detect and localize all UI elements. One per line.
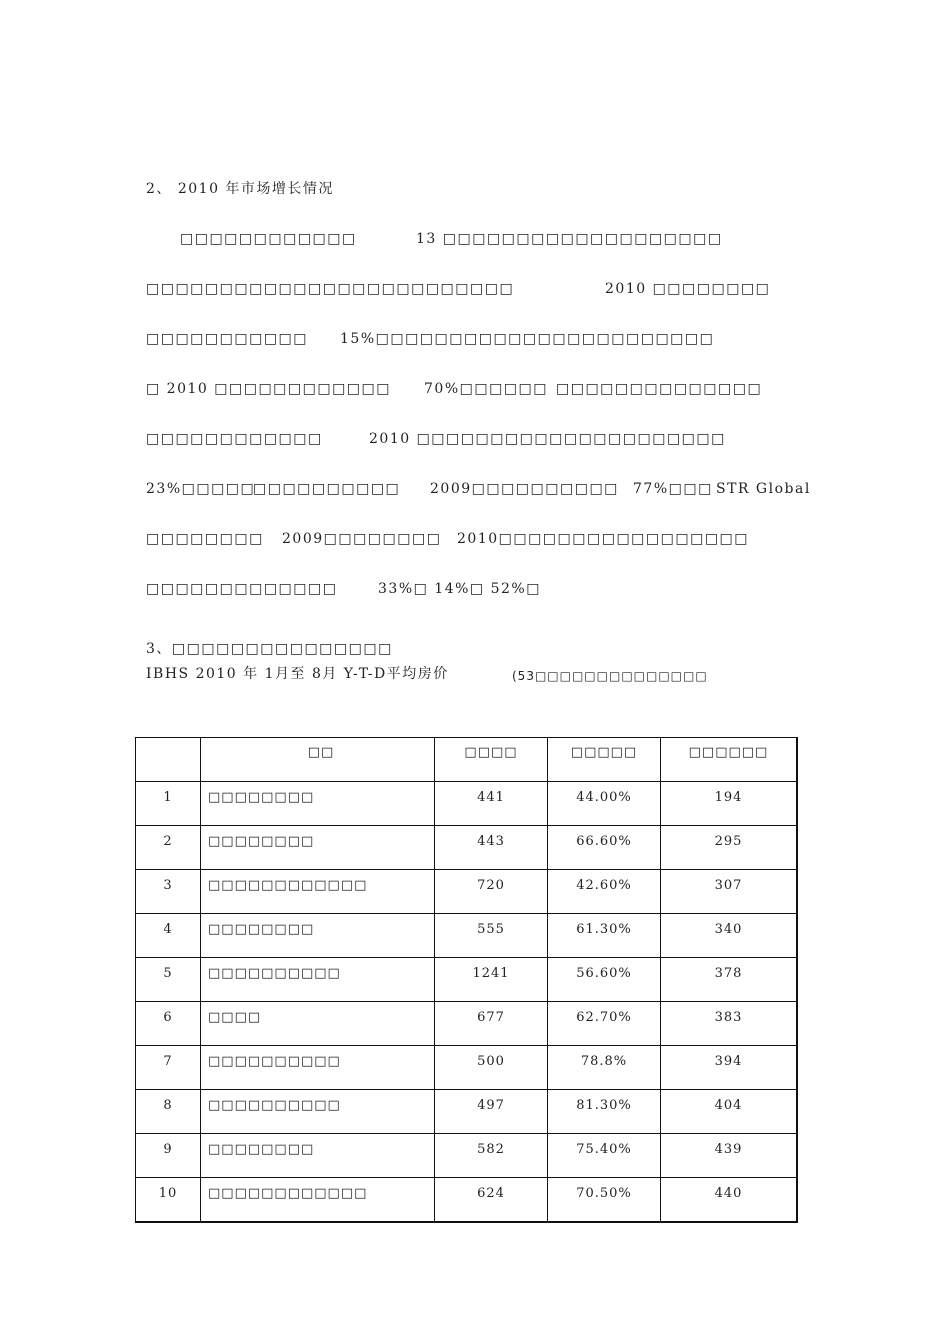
row-col-3: 582: [435, 1134, 548, 1178]
row-col-5: 404: [661, 1090, 798, 1134]
row-name: □□□□: [201, 1002, 435, 1046]
hotel-ranking-table: [135, 737, 798, 1223]
paragraph-line-5-part-2: 2010 □□□□□□□□□□□□□□□□□□□□□: [369, 431, 726, 447]
paragraph-line-6-part-5: STR Global: [716, 481, 811, 497]
row-col-3: 624: [435, 1178, 548, 1223]
row-col-4: 42.60%: [548, 870, 661, 914]
table-header-col-3: □□□□: [435, 738, 548, 782]
paragraph-line-6-part-3: 2009□□□□□□□□□□: [430, 481, 619, 497]
paragraph-line-2-part-1: □□□□□□□□□□□□□□□□□□□□□□□□□: [146, 281, 515, 297]
paragraph-line-7-part-1: □□□□□□□□: [146, 531, 264, 547]
row-col-3: 1241: [435, 958, 548, 1002]
row-name: □□□□□□□□□□□□: [201, 870, 435, 914]
paragraph-line-3-part-2: 15%□□□□□□□□□□□□□□□□□□□□□□□: [340, 331, 715, 347]
row-name: □□□□□□□□: [201, 782, 435, 826]
row-col-5: 383: [661, 1002, 798, 1046]
row-index: 7: [136, 1046, 201, 1090]
row-name: □□□□□□□□: [201, 914, 435, 958]
paragraph-line-6-part-1: 23%□□□□□: [146, 481, 256, 497]
row-col-3: 720: [435, 870, 548, 914]
row-index: 6: [136, 1002, 201, 1046]
row-col-5: 194: [661, 782, 798, 826]
row-index: 10: [136, 1178, 201, 1223]
row-index: 8: [136, 1090, 201, 1134]
table-row: [136, 826, 798, 870]
paragraph-line-8-part-1: □□□□□□□□□□□□□: [146, 581, 338, 597]
table-row: [136, 1178, 798, 1223]
row-index: 5: [136, 958, 201, 1002]
row-col-4: 78.8%: [548, 1046, 661, 1090]
paragraph-line-1-part-1: □□□□□□□□□□□□: [180, 231, 357, 247]
table-row: [136, 1090, 798, 1134]
table-caption-note: (53□□□□□□□□□□□□□□: [512, 669, 708, 683]
row-col-5: 440: [661, 1178, 798, 1223]
table-header-row: [136, 738, 798, 782]
paragraph-line-7-part-2: 2009□□□□□□□□: [282, 531, 442, 547]
table-header-name: □□: [201, 738, 435, 782]
row-col-5: 394: [661, 1046, 798, 1090]
table-row: [136, 782, 798, 826]
row-col-4: 75.40%: [548, 1134, 661, 1178]
paragraph-line-8-part-2: 33%□ 14%□ 52%□: [378, 581, 541, 597]
paragraph-line-4-part-1: □ 2010 □□□□□□□□□□□□: [146, 381, 391, 397]
table-row: [136, 1002, 798, 1046]
section-2-heading: 2、 2010 年市场增长情况: [146, 181, 334, 197]
row-col-3: 677: [435, 1002, 548, 1046]
paragraph-line-2-part-2: 2010 □□□□□□□□: [605, 281, 771, 297]
paragraph-line-4-part-3: □□□□□□□□□□□□□□: [556, 381, 763, 397]
section-3-heading: 3、□□□□□□□□□□□□□□□: [146, 641, 393, 657]
row-col-5: 439: [661, 1134, 798, 1178]
row-name: □□□□□□□□: [201, 826, 435, 870]
row-col-4: 56.60%: [548, 958, 661, 1002]
row-col-3: 555: [435, 914, 548, 958]
row-col-5: 307: [661, 870, 798, 914]
table-row: [136, 914, 798, 958]
row-col-3: 500: [435, 1046, 548, 1090]
row-col-5: 378: [661, 958, 798, 1002]
paragraph-line-1-part-2: 13 □□□□□□□□□□□□□□□□□□□: [416, 231, 723, 247]
row-col-3: 497: [435, 1090, 548, 1134]
table-row: [136, 1046, 798, 1090]
paragraph-line-7-part-3: 2010□□□□□□□□□□□□□□□□□: [457, 531, 749, 547]
row-col-3: 443: [435, 826, 548, 870]
row-index: 9: [136, 1134, 201, 1178]
row-index: 1: [136, 782, 201, 826]
row-index: 4: [136, 914, 201, 958]
paragraph-line-6-part-4: 77%□□□: [633, 481, 713, 497]
paragraph-line-4-part-2: 70%□□□□□□: [424, 381, 548, 397]
row-name: □□□□□□□□□□: [201, 1090, 435, 1134]
row-col-4: 70.50%: [548, 1178, 661, 1223]
paragraph-line-6-part-2: □□□□□□□□□□: [253, 481, 401, 497]
table-row: [136, 958, 798, 1002]
table-header-index: [136, 738, 201, 782]
row-index: 3: [136, 870, 201, 914]
paragraph-line-5-part-1: □□□□□□□□□□□□: [146, 431, 323, 447]
row-name: □□□□□□□□□□□□: [201, 1178, 435, 1223]
row-col-5: 295: [661, 826, 798, 870]
row-col-4: 44.00%: [548, 782, 661, 826]
row-name: □□□□□□□□: [201, 1134, 435, 1178]
row-col-3: 441: [435, 782, 548, 826]
table-row: [136, 870, 798, 914]
table-header-col-4: □□□□□: [548, 738, 661, 782]
row-col-5: 340: [661, 914, 798, 958]
row-name: □□□□□□□□□□: [201, 958, 435, 1002]
row-index: 2: [136, 826, 201, 870]
paragraph-line-3-part-1: □□□□□□□□□□□: [146, 331, 309, 347]
row-col-4: 66.60%: [548, 826, 661, 870]
table-header-col-5: □□□□□□: [661, 738, 798, 782]
row-name: □□□□□□□□□□: [201, 1046, 435, 1090]
row-col-4: 62.70%: [548, 1002, 661, 1046]
table-row: [136, 1134, 798, 1178]
row-col-4: 81.30%: [548, 1090, 661, 1134]
row-col-4: 61.30%: [548, 914, 661, 958]
table-caption-title: IBHS 2010 年 1月至 8月 Y-T-D平均房价: [146, 666, 449, 682]
